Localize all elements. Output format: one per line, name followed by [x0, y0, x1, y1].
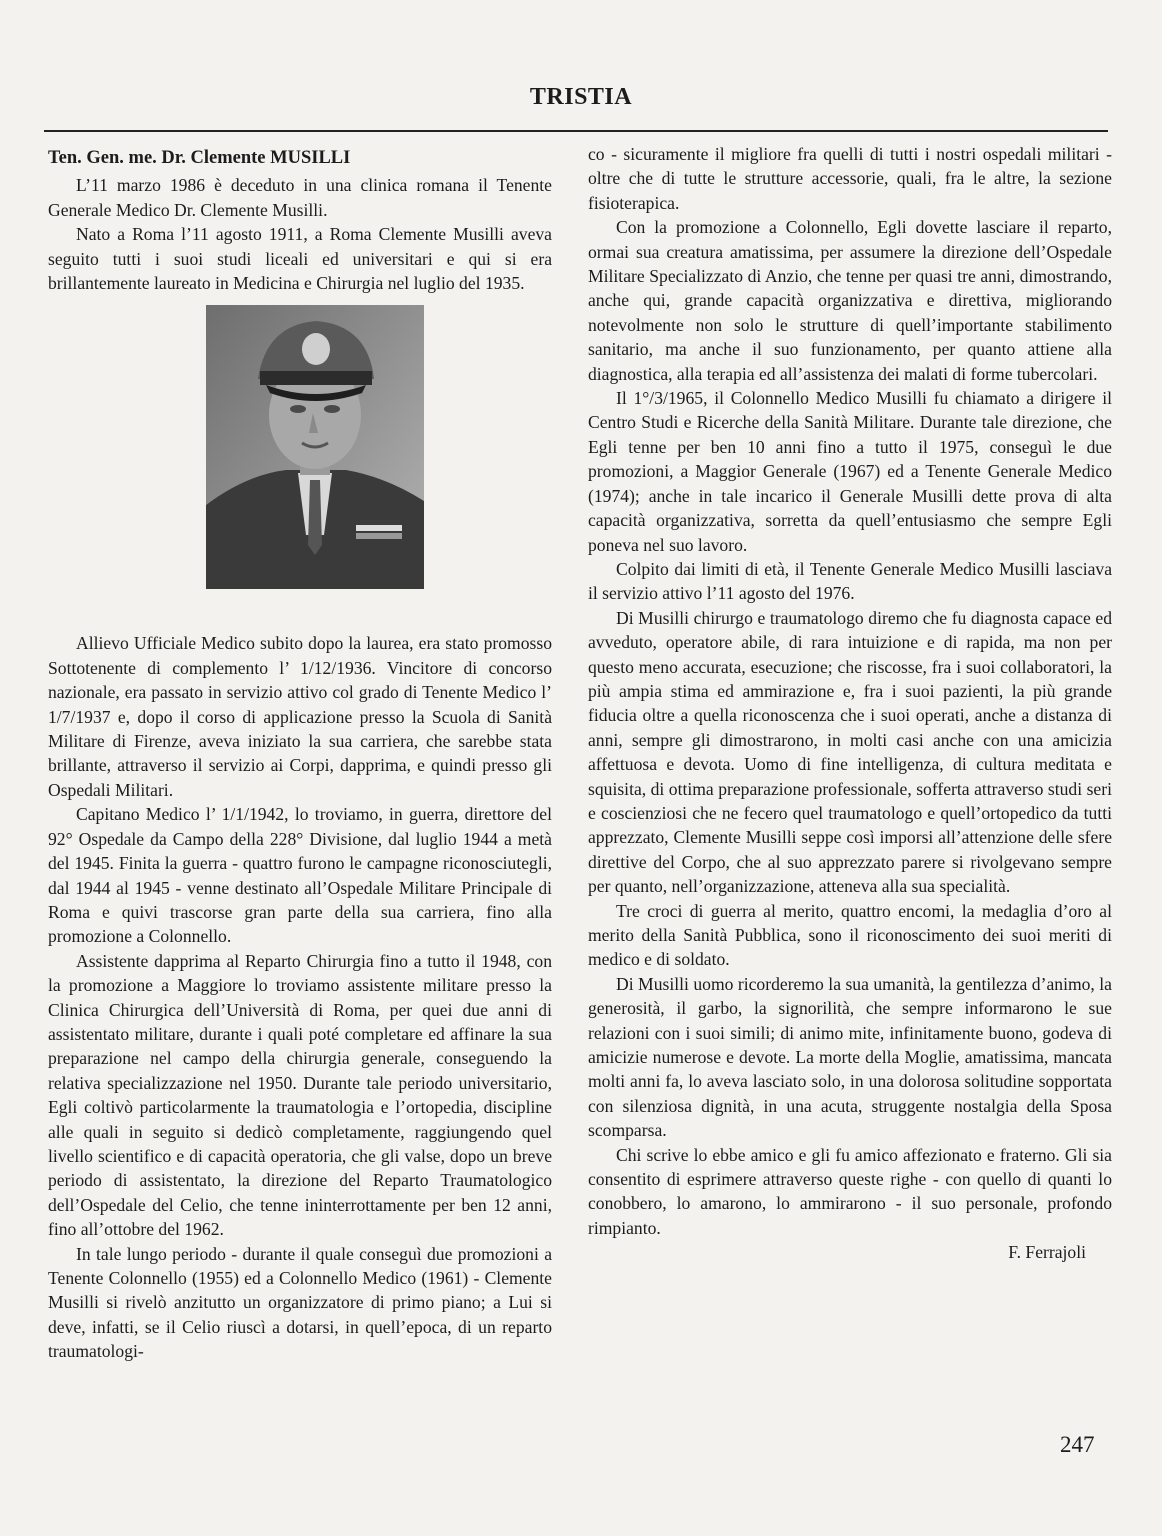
paragraph: Chi scrive lo ebbe amico e gli fu amico affezionato e fraterno. Gli sia consentito di esprimere attraverso queste righe - con quello di quanti lo conobbero, lo amarono, lo ammirarono - il suo personale, profondo rimpianto. [588, 1144, 1112, 1238]
paragraph: Di Musilli uomo ricorderemo la sua umanità, la gentilezza d’animo, la generosità, il garbo, la signorilità, che sempre informarono le sue relazioni con i suoi simili; di animo mite, infinitamente buono, godeva di amicizie numerose e devote. La morte della Moglie, amatissima, mancata molti anni fa, lo aveva lasciato solo, in una dolorosa solitudine sopportata con silenziosa dignità, in una acuta, struggente nostalgia della Sposa scomparsa. [588, 973, 1112, 1141]
header-rule [44, 130, 1108, 132]
left-column [48, 142, 552, 1364]
paragraph: Colpito dai limiti di età, il Tenente Generale Medico Musilli lasciava il servizio attivo l’11 agosto del 1976. [588, 558, 1112, 604]
paragraph: Assistente dapprima al Reparto Chirurgia fino a tutto il 1948, con la promozione a Maggiore lo troviamo assistente militare presso la Clinica Chirurgica dell’Università di Roma, per quei due anni di assistentato militare, durante i quali poté completare ed affinare la sua preparazione nel campo della chirurgia generale, conseguendo la relativa specializzazione nel 1950. Durante tale periodo universitario, Egli coltivò particolarmente la traumatologia e l’ortopedia, discipline alle quali in seguito si dedicò completamente, raggiungendo quel livello scientifico e di capacità operatoria, che gli valse, dopo un breve periodo di assistentato, la direzione del Reparto Traumatologico dell’Ospedale del Celio, che tenne ininterrottamente per ben 12 anni, fino all’ottobre del 1962. [48, 950, 552, 1240]
paragraph: Tre croci di guerra al merito, quattro encomi, la medaglia d’oro al merito della Sanità Pubblica, sono il riconoscimento dei suoi meriti di medico e di soldato. [588, 900, 1112, 970]
portrait-photo [206, 305, 424, 589]
paragraph: Con la promozione a Colonnello, Egli dovette lasciare il reparto, ormai sua creatura amatissima, per assumere la direzione dell’Ospedale Militare Specializzato di Anzio, che tenne per quasi tre anni, dimostrando, anche qui, grande capacità organizzativa e direttiva, migliorando notevolmente non solo le strutture di quell’importante stabilimento sanitario, ma anche il suo funzionamento, per quanto attiene alla diagnostica, alla terapia ed all’assistenza dei malati di forme tubercolari. [588, 217, 1112, 384]
paragraph: Il 1°/3/1965, il Colonnello Medico Musilli fu chiamato a dirigere il Centro Studi e Ricerche della Sanità Militare. Durante tale direzione, che Egli tenne per ben 10 anni fino a tutto il 1975, conseguì le due promozioni, a Maggior Generale (1967) ed a Tenente Generale Medico (1974); anche in tale incarico il Generale Musilli dette prova di alta capacità organizzativa, sorretta da quell’entusiasmo che sempre Egli poneva nel suo lavoro. [588, 388, 1112, 555]
paragraph: Nato a Roma l’11 agosto 1911, a Roma Clemente Musilli aveva seguito tutti i suoi studi liceali ed universitari e qui si era brillantemente laureato in Medicina e Chirurgia nel luglio del 1935. [48, 224, 552, 294]
paragraph: Allievo Ufficiale Medico subito dopo la laurea, era stato promosso Sottotenente di complemento l’ 1/12/1936. Vincitore di concorso nazionale, era passato in servizio attivo col grado di Tenente Medico l’ 1/7/1937 e, dopo il corso di applicazione presso la Scuola di Sanità Militare di Firenze, aveva iniziato la sua carriera, che sarebbe stata brillante, attraverso il servizio ai Corpi, dapprima, e quindi presso gli Ospedali Militari. [48, 633, 552, 800]
paragraph: L’11 marzo 1986 è deceduto in una clinica romana il Tenente Generale Medico Dr. Clemente Musilli. [48, 175, 552, 220]
article-heading: Ten. Gen. me. Dr. Clemente MUSILLI [48, 148, 351, 168]
paragraph: Di Musilli chirurgo e traumatologo diremo che fu diagnosta capace ed avveduto, operatore abile, di rara intuizione e di rapida, ma non per questo meno accurata, esecuzione; che riscosse, fra i suoi collaboratori, la più ampia stima ed ammirazione e, fra i suoi pazienti, la più grande fiducia oltre a quella riconoscenza che i suoi operati, anche a distanza di anni, sempre gli dimostrarono, in molti casi anche con una amicizia affettuosa e devota. Uomo di fine intelligenza, di cultura meditata e squisita, di ottima preparazione professionale, sofferta attraverso studi seri e coscienziosi che ne fecero quel traumatologo e quell’ortopedico da tutti apprezzato, Clemente Musilli seppe così imporsi all’attenzione delle sfere direttive del Corpo, che al suo apprezzato parere si rivolgevano sempre per quanto, nell’organizzazione, atteneva alla sua specialità. [588, 607, 1112, 897]
paragraph-continuation: co - sicuramente il migliore fra quelli di tutti i nostri ospedali militari - oltre che di tutte le strutture accessorie, quali, fra le altre, la sezione fisioterapica. [588, 144, 1112, 213]
author-signature: F. Ferrajoli [1008, 1242, 1086, 1263]
portrait-image [206, 305, 424, 589]
right-column [588, 142, 1112, 1265]
page-number: 247 [1060, 1432, 1095, 1457]
paragraph: In tale lungo periodo - durante il quale conseguì due promozioni a Tenente Colonnello (1955) ed a Colonnello Medico (1961) - Clemente Musilli si rivelò anzitutto un organizzatore di primo piano; a Lui si deve, infatti, se il Celio riuscì a dotarsi, in quell’epoca, di un reparto traumatologi- [48, 1243, 552, 1362]
paragraph: Capitano Medico l’ 1/1/1942, lo troviamo, in guerra, direttore del 92° Ospedale da Campo della 228° Divisione, dal luglio 1944 a metà del 1945. Finita la guerra - quattro furono le campagne riconosciutegli, dal 1944 al 1945 - venne destinato all’Ospedale Militare Principale di Roma e quivi trascorse gran parte della sua carriera, fino alla promozione a Colonnello. [48, 804, 552, 947]
section-title: TRISTIA [529, 84, 633, 110]
